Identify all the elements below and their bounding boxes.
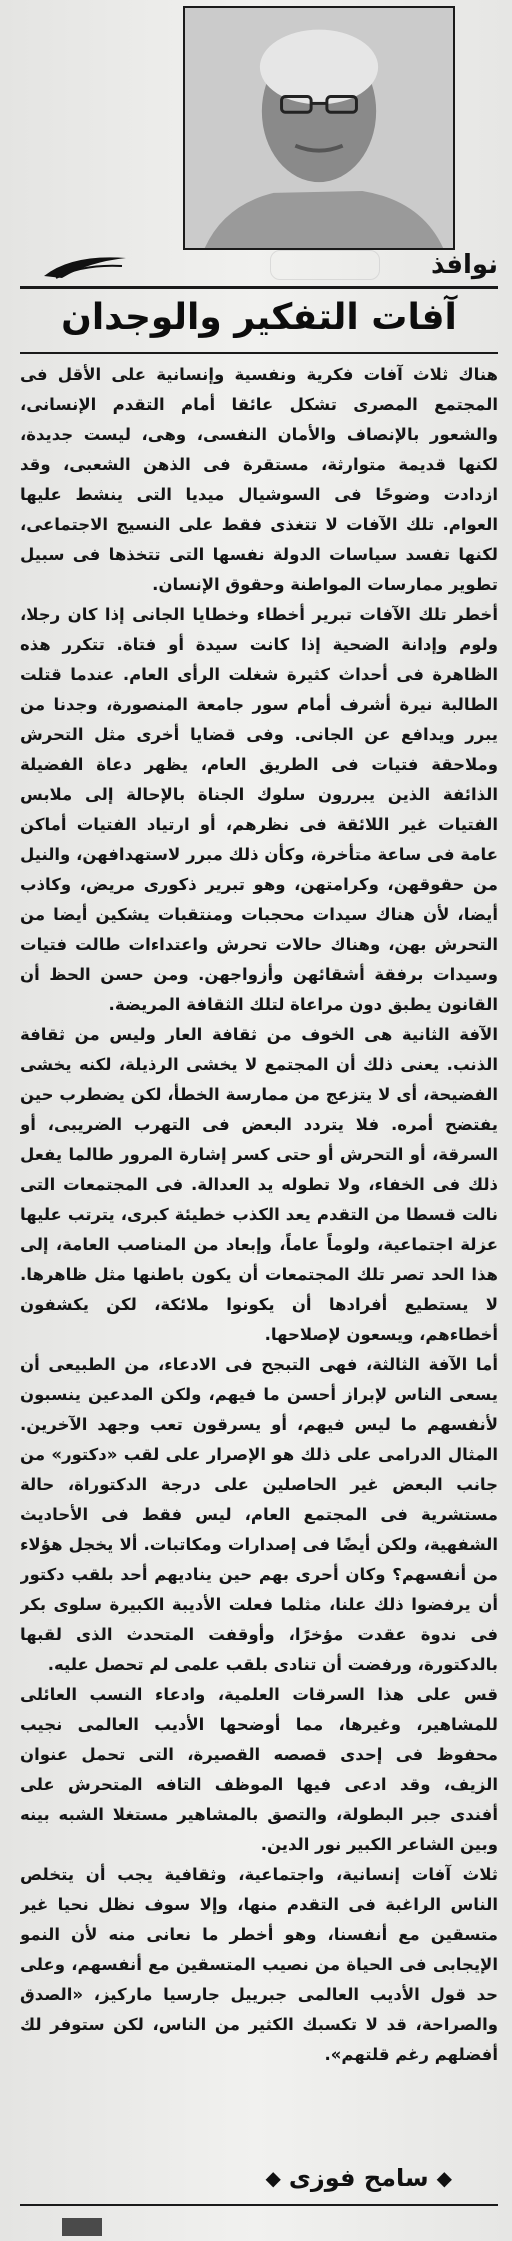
divider — [20, 286, 498, 289]
divider — [20, 2204, 498, 2206]
divider — [20, 352, 498, 354]
corner-block — [62, 2218, 102, 2236]
paragraph: أما الآفة الثالثة، فهى التبجح فى الادعاء، من الطبيعى أن يسعى الناس لإبراز أحسن ما فيهم، ولكن المدعين ينسبون لأنفسهم ما ليس فيهم، أو يسرقون تعب وجهد الآخرين. المثال الدرامى على ذلك هو الإصرار على لقب «دكتور» من جانب البعض غير الحاصلين على درجة الدكتوراة، حالة مستشرية فى المجتمع العام، ليس فقط فى الأحاديث الشفهية، ولكن أيضًا فى إصدارات ومكاتبات. ألا يخجل هؤلاء من أنفسهم؟ وكان أحرى بهم حين يناديهم أحد بلقب دكتور أن يرفضوا ذلك علنا، مثلما فعلت الأديبة الكبيرة سلوى بكر فى ندوة عقدت مؤخرًا، وأوقفت المتحدث الذى لقبها بالدكتورة، ورفضت أن تنادى بلقب علمى لم تحصل عليه. — [20, 1355, 498, 1674]
paragraph: الآفة الثانية هى الخوف من ثقافة العار وليس من ثقافة الذنب. يعنى ذلك أن المجتمع لا يخشى الرذيلة، لكنه يخشى الفضيحة، أى لا يتزعج من ممارسة الخطأ، لكن يضطرب حين يفتضح أمره. فلا يتردد البعض فى التهرب الضريبى، أو السرقة، أو التحرش أو حتى كسر إشارة المرور طالما يفعل ذلك فى الخفاء، ولا تطوله يد العدالة. فى المجتمعات التى نالت قسطا من التقدم يعد الكذب خطيئة كبرى، يترتب عليها عزلة اجتماعية، ولوماً عاماً، وإبعاد من المناصب العامة، إلى هذا الحد تصر تلك المجتمعات أن يكون باطنها مثل ظاهرها. لا يستطيع أفرادها أن يكونوا ملائكة، لكن يكشفون أخطاءهم، ويسعون لإصلاحها. — [20, 1025, 498, 1344]
byline — [266, 2164, 452, 2192]
author-photo — [183, 6, 455, 250]
section-banner — [20, 248, 498, 284]
page-title: آفات التفكير والوجدان — [61, 297, 457, 338]
diamond-icon: ◆ — [265, 2166, 281, 2190]
article-body — [20, 360, 498, 2160]
paragraph: ثلاث آفات إنسانية، واجتماعية، وثقافية يجب أن يتخلص الناس الراغبة فى التقدم منها، وإلا سوف نظل نحيا غير متسقين مع أنفسنا، وهو أخطر ما نعانى منه لأن النمو الإيجابى فى الحياة من نصيب المتسقين مع أنفسهم، وعلى حد قول الأديب العالمى جبرييل جارسيا ماركيز، «الصدق والصراحة، قد لا تكسبك الكثير من الناس، لكن ستوفر لك أفضلهم رغم قلتهم». — [20, 1865, 498, 2064]
paragraph: أخطر تلك الآفات تبرير أخطاء وخطايا الجانى إذا كان رجلا، ولوم وإدانة الضحية إذا كانت سيدة أو فتاة. تتكرر هذه الظاهرة فى أحداث كثيرة شغلت الرأى العام. عندما قتلت الطالبة نيرة أشرف أمام سور جامعة المنصورة، وجدنا من يبرر ويدافع عن الجانى. وفى قضايا أخرى مثل التحرش وملاحقة فتيات فى الطريق العام، يظهر دعاة الفضيلة الذائفة الذين يبررون سلوك الجناة بالإحالة إلى ملابس الفتيات غير اللائقة فى نظرهم، أو ارتياد الفتيات أماكن عامة فى ساعة متأخرة، وكأن ذلك مبرر لاستهدافهن، والنيل من حقوقهن، وكرامتهن، وهو تبرير ذكورى مريض، وكاذب أيضا، لأن هناك سيدات محجبات ومنتقبات يشكين أيضا من التحرش بهن، وهناك حالات تحرش واعتداءات طالت فتيات وسيدات برفقة أشقائهن وأزواجهن. ومن حسن الحظ أن القانون يطبق دون مراعاة لتلك الثقافة المريضة. — [20, 605, 498, 1014]
section-label: نوافذ — [430, 250, 498, 280]
author-name: سامح فوزى — [288, 2164, 429, 2192]
faded-stamp — [270, 250, 380, 280]
paragraph: هناك ثلاث آفات فكرية ونفسية وإنسانية على الأقل فى المجتمع المصرى تشكل عائقا أمام التقدم الإنسانى، والشعور بالإنصاف والأمان النفسى، وهى، ليست جديدة، لكنها قديمة متوارثة، مستقرة فى الذهن الشعبى، وقد ازدادت وضوحًا فى السوشيال ميديا التى ينشط عليها العوام. تلك الآفات لا تتغذى فقط على النسيج الاجتماعى، لكنها تفسد سياسات الدولة نفسها التى تتخذها فى سبيل تطوير ممارسات المواطنة وحقوق الإنسان. — [20, 365, 498, 594]
swoosh-icon — [42, 252, 128, 280]
paragraph: قس على هذا السرقات العلمية، وادعاء النسب العائلى للمشاهير، وغيرها، مما أوضحها الأديب العالمى نجيب محفوظ فى إحدى قصصه القصيرة، التى تحمل عنوان الزيف، وقد ادعى فيها الموظف التافه المتحرش على أفندى جبر البطولة، والتصق بالمشاهير مستغلا الشبه بينه وبين الشاعر الكبير نور الدين. — [20, 1685, 498, 1854]
diamond-icon: ◆ — [436, 2166, 452, 2190]
